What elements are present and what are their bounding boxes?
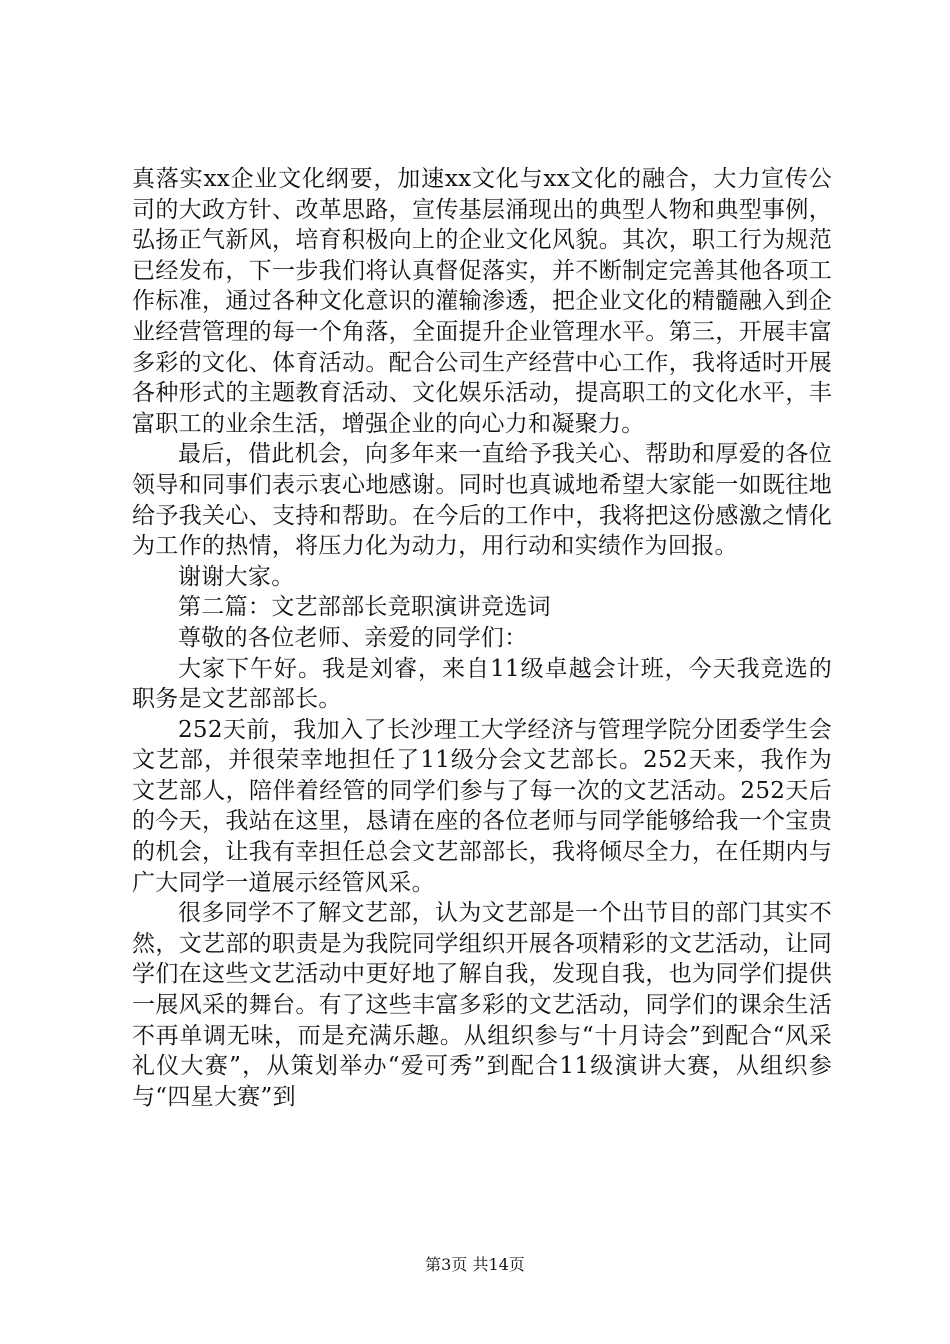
document-body [132,164,832,1112]
paragraph-6: 大家下午好。我是刘睿，来自11级卓越会计班，今天我竞选的职务是文艺部部长。 [132,655,832,713]
paragraph-2: 最后，借此机会，向多年来一直给予我关心、帮助和厚爱的各位领导和同事们表示衷心地感谢。同时也真诚地希望大家能一如既往地给予我关心、支持和帮助。在今后的工作中，我将把这份感激之情化为工作的热情，将压力化为动力，用行动和实绩作为回报。 [132,441,832,560]
page-number-footer: 第3页 共14页 [425,1255,525,1274]
paragraph-3: 谢谢大家。 [178,563,295,590]
paragraph-8: 很多同学不了解文艺部，认为文艺部是一个出节目的部门其实不然，文艺部的职责是为我院同学组织开展各项精彩的文艺活动，让同学们在这些文艺活动中更好地了解自我，发现自我，也为同学们提供一展风采的舞台。有了这些丰富多彩的文艺活动，同学们的课余生活不再单调无味，而是充满乐趣。从组织参与“十月诗会”到配合“风采礼仪大赛”，从策划举办“爱可秀”到配合11级演讲大赛，从组织参与“四星大赛”到 [132,900,832,1110]
section-heading: 第二篇：文艺部部长竞职演讲竞选词 [178,594,551,621]
paragraph-1: 真落实xx企业文化纲要，加速xx文化与xx文化的融合，大力宣传公司的大政方针、改革思路，宣传基层涌现出的典型人物和典型事例，弘扬正气新风，培育积极向上的企业文化风貌。其次，职工行为规范已经发布，下一步我们将认真督促落实，并不断制定完善其他各项工作标准，通过各种文化意识的灌输渗透，把企业文化的精髓融入到企业经营管理的每一个角落，全面提升企业管理水平。第三，开展丰富多彩的文化、体育活动。配合公司生产经营中心工作，我将适时开展各种形式的主题教育活动、文化娱乐活动，提高职工的文化水平，丰富职工的业余生活，增强企业的向心力和凝聚力。 [132,166,832,437]
paragraph-7: 252天前，我加入了长沙理工大学经济与管理学院分团委学生会文艺部，并很荣幸地担任了11级分会文艺部长。252天来，我作为文艺部人，陪伴着经管的同学们参与了每一次的文艺活动。252天后的今天，我站在这里，恳请在座的各位老师与同学能够给我一个宝贵的机会，让我有幸担任总会文艺部部长，我将倾尽全力，在任期内与广大同学一道展示经管风采。 [132,716,832,896]
salutation: 尊敬的各位老师、亲爱的同学们： [178,624,528,651]
